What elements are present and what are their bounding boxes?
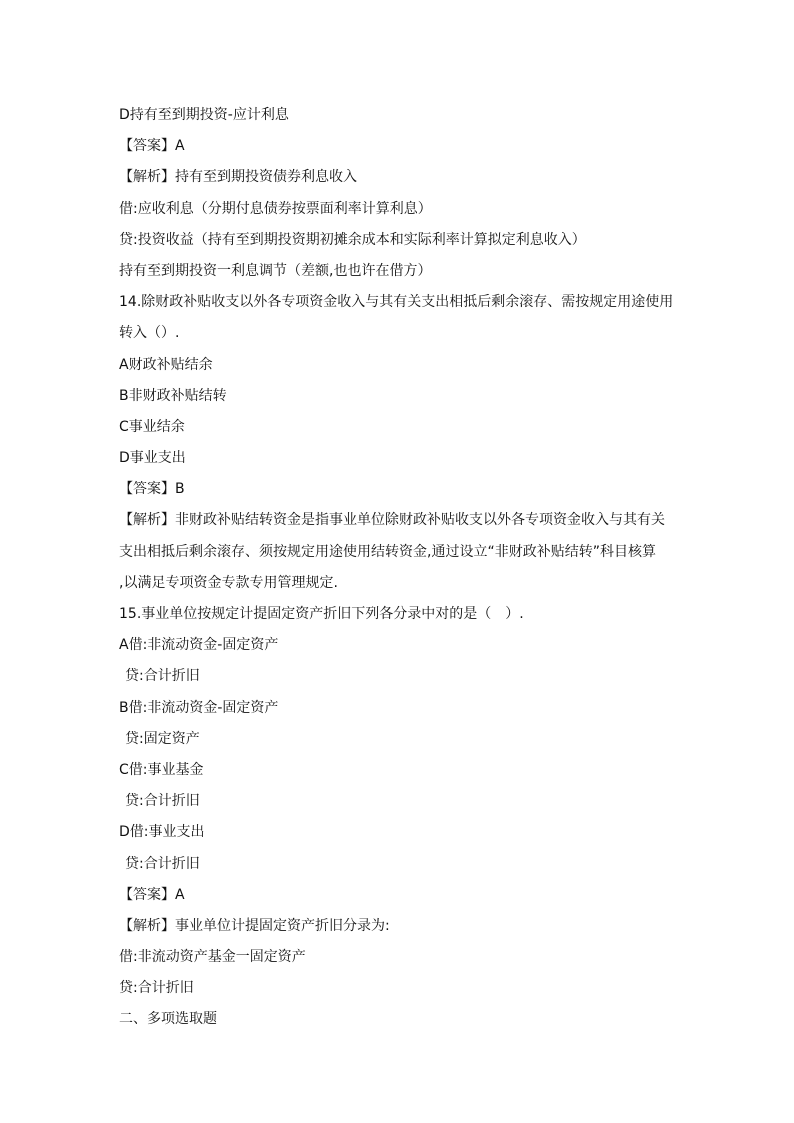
debit-line: 借:非流动资产基金一固定资产 [119, 949, 306, 966]
credit-line: 贷:投资收益（持有至到期投资期初摊余成本和实际利率计算拟定利息收入） [119, 231, 586, 248]
analysis-line-2: 支出相抵后剩余滚存、须按规定用途使用结转资金,通过设立“非财政补贴结转”科目核算 [119, 543, 656, 560]
question-14-line-1: 14.除财政补贴收支以外各专项资金收入与其有关支出相抵后剩余滚存、需按规定用途使用 [119, 294, 674, 311]
option-d-line: D持有至到期投资-应计利息 [119, 107, 289, 123]
option-a-credit-line: 贷:合计折旧 [125, 668, 200, 685]
option-c-credit-line: 贷:合计折旧 [125, 793, 200, 810]
option-d-credit-line: 贷:合计折旧 [125, 855, 200, 872]
option-b-debit-line: B借:非流动资金-固定资产 [119, 699, 279, 716]
answer-line: 【答案】B [119, 481, 185, 498]
option-b-credit-line: 贷:固定资产 [125, 730, 200, 747]
option-d-debit-line: D借:事业支出 [119, 824, 205, 841]
option-d-line: D事业支出 [119, 450, 186, 467]
analysis-line: 【解析】持有至到期投资债券利息收入 [119, 169, 357, 186]
answer-line: 【答案】A [119, 886, 185, 903]
analysis-line-3: ,以满足专项资金专款专用管理规定. [119, 574, 338, 591]
credit-line: 贷:合计折旧 [119, 980, 194, 997]
section-heading: 二、多项选取题 [119, 1011, 217, 1028]
option-c-debit-line: C借:事业基金 [119, 761, 204, 778]
question-14-line-2: 转入（）. [119, 325, 180, 342]
document-page [119, 100, 689, 1036]
question-15-line: 15.事业单位按规定计提固定资产折旧下列各分录中对的是（ ）. [119, 606, 524, 622]
option-c-line: C事业结余 [119, 418, 185, 435]
debit-line: 借:应收利息（分期付息债券按票面利率计算利息） [119, 200, 432, 217]
adjustment-line: 持有至到期投资一利息调节（差额,也也许在借方） [119, 262, 432, 279]
answer-line: 【答案】A [119, 138, 185, 155]
option-a-line: A财政补贴结余 [119, 356, 213, 373]
analysis-line: 【解析】事业单位计提固定资产折旧分录为: [119, 917, 390, 934]
option-b-line: B非财政补贴结转 [119, 387, 227, 404]
option-a-debit-line: A借:非流动资金-固定资产 [119, 637, 279, 654]
analysis-line-1: 【解析】非财政补贴结转资金是指事业单位除财政补贴收支以外各专项资金收入与其有关 [119, 512, 665, 529]
